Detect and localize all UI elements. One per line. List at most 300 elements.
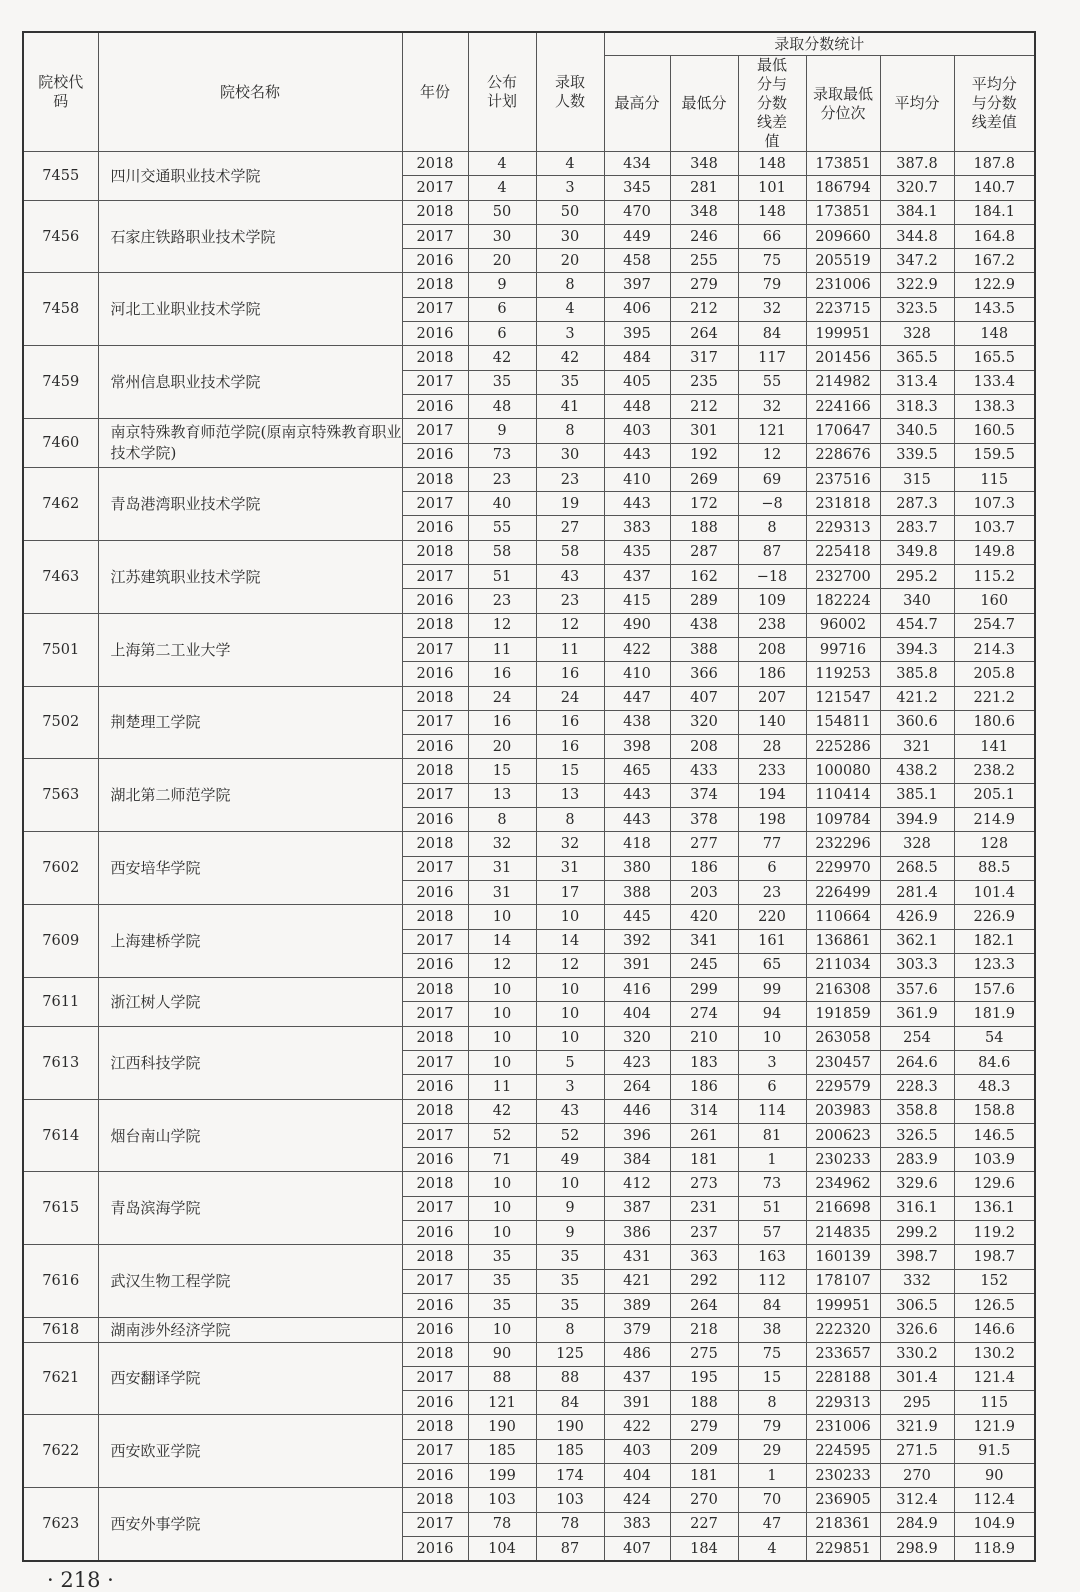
cell-admit: 4 bbox=[536, 297, 604, 321]
cell-year: 2017 bbox=[402, 710, 468, 734]
table-row bbox=[23, 832, 1035, 856]
cell-max: 437 bbox=[604, 1366, 670, 1390]
cell-min-diff: 51 bbox=[738, 1196, 806, 1220]
cell-max: 438 bbox=[604, 710, 670, 734]
cell-min: 274 bbox=[670, 1002, 738, 1026]
cell-plan: 24 bbox=[468, 686, 536, 710]
cell-admit: 8 bbox=[536, 1318, 604, 1342]
cell-year: 2018 bbox=[402, 152, 468, 176]
table-row bbox=[23, 686, 1035, 710]
school-code: 7455 bbox=[23, 152, 98, 201]
cell-avg: 394.9 bbox=[880, 808, 954, 832]
cell-min-diff: 10 bbox=[738, 1026, 806, 1050]
school-name: 烟台南山学院 bbox=[98, 1099, 402, 1172]
cell-year: 2016 bbox=[402, 1221, 468, 1245]
cell-min-rank: 200623 bbox=[806, 1123, 880, 1147]
cell-plan: 10 bbox=[468, 1002, 536, 1026]
cell-plan: 35 bbox=[468, 1269, 536, 1293]
cell-avg: 315 bbox=[880, 467, 954, 491]
table-row bbox=[23, 978, 1035, 1002]
cell-min-diff: 29 bbox=[738, 1439, 806, 1463]
cell-min-rank: 225286 bbox=[806, 735, 880, 759]
cell-year: 2017 bbox=[402, 370, 468, 394]
cell-min-rank: 231818 bbox=[806, 492, 880, 516]
cell-min-rank: 209660 bbox=[806, 224, 880, 248]
cell-min: 348 bbox=[670, 200, 738, 224]
cell-avg-diff: 90 bbox=[954, 1464, 1035, 1488]
cell-avg-diff: 129.6 bbox=[954, 1172, 1035, 1196]
cell-min-rank: 154811 bbox=[806, 710, 880, 734]
cell-avg-diff: 88.5 bbox=[954, 856, 1035, 880]
cell-min: 209 bbox=[670, 1439, 738, 1463]
cell-admit: 35 bbox=[536, 370, 604, 394]
cell-admit: 87 bbox=[536, 1536, 604, 1561]
cell-admit: 11 bbox=[536, 637, 604, 661]
school-code: 7615 bbox=[23, 1172, 98, 1245]
cell-plan: 10 bbox=[468, 978, 536, 1002]
cell-admit: 190 bbox=[536, 1415, 604, 1439]
cell-min: 261 bbox=[670, 1123, 738, 1147]
cell-avg-diff: 140.7 bbox=[954, 176, 1035, 200]
cell-avg-diff: 187.8 bbox=[954, 152, 1035, 176]
cell-admit: 41 bbox=[536, 394, 604, 418]
cell-min-rank: 224166 bbox=[806, 394, 880, 418]
cell-min: 212 bbox=[670, 394, 738, 418]
cell-year: 2018 bbox=[402, 273, 468, 297]
cell-admit: 10 bbox=[536, 978, 604, 1002]
cell-min-diff: 233 bbox=[738, 759, 806, 783]
cell-min-rank: 199951 bbox=[806, 322, 880, 346]
cell-admit: 3 bbox=[536, 322, 604, 346]
cell-plan: 30 bbox=[468, 224, 536, 248]
cell-min: 317 bbox=[670, 346, 738, 370]
cell-min-rank: 233657 bbox=[806, 1342, 880, 1366]
cell-admit: 49 bbox=[536, 1148, 604, 1172]
cell-min: 186 bbox=[670, 856, 738, 880]
cell-avg: 385.1 bbox=[880, 783, 954, 807]
cell-year: 2018 bbox=[402, 540, 468, 564]
cell-max: 384 bbox=[604, 1148, 670, 1172]
cell-min-rank: 228188 bbox=[806, 1366, 880, 1390]
school-code: 7563 bbox=[23, 759, 98, 832]
cell-admit: 12 bbox=[536, 953, 604, 977]
cell-min-diff: −18 bbox=[738, 565, 806, 589]
cell-min: 195 bbox=[670, 1366, 738, 1390]
cell-admit: 3 bbox=[536, 1075, 604, 1099]
cell-max: 398 bbox=[604, 735, 670, 759]
cell-min: 270 bbox=[670, 1488, 738, 1512]
cell-min-rank: 109784 bbox=[806, 808, 880, 832]
cell-avg-diff: 115.2 bbox=[954, 565, 1035, 589]
cell-min: 245 bbox=[670, 953, 738, 977]
cell-admit: 10 bbox=[536, 1026, 604, 1050]
cell-min: 203 bbox=[670, 880, 738, 904]
cell-avg: 358.8 bbox=[880, 1099, 954, 1123]
cell-year: 2016 bbox=[402, 662, 468, 686]
cell-min: 237 bbox=[670, 1221, 738, 1245]
cell-min-rank: 229313 bbox=[806, 1391, 880, 1415]
table-row bbox=[23, 419, 1035, 443]
cell-avg: 357.6 bbox=[880, 978, 954, 1002]
cell-min-diff: 220 bbox=[738, 905, 806, 929]
cell-avg-diff: 136.1 bbox=[954, 1196, 1035, 1220]
cell-admit: 185 bbox=[536, 1439, 604, 1463]
cell-admit: 43 bbox=[536, 565, 604, 589]
cell-avg: 301.4 bbox=[880, 1366, 954, 1390]
table-row bbox=[23, 613, 1035, 637]
cell-plan: 23 bbox=[468, 589, 536, 613]
cell-avg: 340.5 bbox=[880, 419, 954, 443]
cell-min-rank: 224595 bbox=[806, 1439, 880, 1463]
cell-min: 192 bbox=[670, 443, 738, 467]
cell-max: 404 bbox=[604, 1002, 670, 1026]
cell-plan: 15 bbox=[468, 759, 536, 783]
cell-year: 2018 bbox=[402, 1415, 468, 1439]
cell-plan: 31 bbox=[468, 856, 536, 880]
cell-min-rank: 230457 bbox=[806, 1050, 880, 1074]
cell-min-diff: 87 bbox=[738, 540, 806, 564]
cell-plan: 4 bbox=[468, 176, 536, 200]
cell-min-rank: 110664 bbox=[806, 905, 880, 929]
cell-avg-diff: 103.9 bbox=[954, 1148, 1035, 1172]
cell-year: 2017 bbox=[402, 1196, 468, 1220]
cell-min: 181 bbox=[670, 1148, 738, 1172]
cell-admit: 3 bbox=[536, 176, 604, 200]
cell-min-diff: 47 bbox=[738, 1512, 806, 1536]
cell-avg: 344.8 bbox=[880, 224, 954, 248]
cell-year: 2016 bbox=[402, 1464, 468, 1488]
cell-min-rank: 201456 bbox=[806, 346, 880, 370]
cell-avg: 295.2 bbox=[880, 565, 954, 589]
cell-year: 2017 bbox=[402, 1512, 468, 1536]
cell-min-rank: 216308 bbox=[806, 978, 880, 1002]
cell-avg: 328 bbox=[880, 832, 954, 856]
cell-avg: 398.7 bbox=[880, 1245, 954, 1269]
cell-min-rank: 199951 bbox=[806, 1293, 880, 1317]
cell-min-diff: 109 bbox=[738, 589, 806, 613]
cell-admit: 52 bbox=[536, 1123, 604, 1147]
cell-year: 2016 bbox=[402, 516, 468, 540]
cell-avg-diff: 54 bbox=[954, 1026, 1035, 1050]
cell-year: 2017 bbox=[402, 224, 468, 248]
cell-min: 186 bbox=[670, 1075, 738, 1099]
cell-year: 2018 bbox=[402, 200, 468, 224]
header-max-score: 最高分 bbox=[604, 56, 670, 152]
cell-avg-diff: 238.2 bbox=[954, 759, 1035, 783]
cell-avg: 438.2 bbox=[880, 759, 954, 783]
cell-year: 2018 bbox=[402, 686, 468, 710]
cell-max: 421 bbox=[604, 1269, 670, 1293]
cell-max: 434 bbox=[604, 152, 670, 176]
header-min-rank: 录取最低分位次 bbox=[806, 56, 880, 152]
admission-scores-table bbox=[22, 31, 1036, 1562]
cell-avg: 303.3 bbox=[880, 953, 954, 977]
cell-plan: 52 bbox=[468, 1123, 536, 1147]
cell-year: 2018 bbox=[402, 978, 468, 1002]
header-plan: 公布计划 bbox=[468, 32, 536, 152]
cell-avg-diff: 198.7 bbox=[954, 1245, 1035, 1269]
cell-plan: 9 bbox=[468, 419, 536, 443]
school-name: 南京特殊教育师范学院(原南京特殊教育职业技术学院) bbox=[98, 419, 402, 468]
header-admitted: 录取人数 bbox=[536, 32, 604, 152]
cell-max: 405 bbox=[604, 370, 670, 394]
cell-avg: 387.8 bbox=[880, 152, 954, 176]
cell-max: 392 bbox=[604, 929, 670, 953]
cell-max: 447 bbox=[604, 686, 670, 710]
cell-plan: 185 bbox=[468, 1439, 536, 1463]
cell-avg: 360.6 bbox=[880, 710, 954, 734]
cell-admit: 23 bbox=[536, 589, 604, 613]
cell-min-diff: 3 bbox=[738, 1050, 806, 1074]
cell-year: 2016 bbox=[402, 880, 468, 904]
cell-avg-diff: 167.2 bbox=[954, 249, 1035, 273]
cell-min: 348 bbox=[670, 152, 738, 176]
cell-plan: 10 bbox=[468, 1318, 536, 1342]
school-name: 西安欧亚学院 bbox=[98, 1415, 402, 1488]
cell-admit: 17 bbox=[536, 880, 604, 904]
cell-max: 410 bbox=[604, 467, 670, 491]
cell-year: 2016 bbox=[402, 1391, 468, 1415]
cell-avg-diff: 122.9 bbox=[954, 273, 1035, 297]
cell-year: 2016 bbox=[402, 322, 468, 346]
cell-avg: 295 bbox=[880, 1391, 954, 1415]
cell-min: 264 bbox=[670, 322, 738, 346]
cell-year: 2018 bbox=[402, 1342, 468, 1366]
cell-min-rank: 121547 bbox=[806, 686, 880, 710]
cell-max: 431 bbox=[604, 1245, 670, 1269]
cell-min-rank: 234962 bbox=[806, 1172, 880, 1196]
cell-min: 420 bbox=[670, 905, 738, 929]
cell-min-diff: 208 bbox=[738, 637, 806, 661]
school-name: 江苏建筑职业技术学院 bbox=[98, 540, 402, 613]
cell-min: 218 bbox=[670, 1318, 738, 1342]
cell-max: 484 bbox=[604, 346, 670, 370]
cell-max: 445 bbox=[604, 905, 670, 929]
cell-avg-diff: 148 bbox=[954, 322, 1035, 346]
cell-min-rank: 178107 bbox=[806, 1269, 880, 1293]
cell-avg: 326.6 bbox=[880, 1318, 954, 1342]
cell-min-rank: 170647 bbox=[806, 419, 880, 443]
cell-max: 383 bbox=[604, 1512, 670, 1536]
cell-avg: 326.5 bbox=[880, 1123, 954, 1147]
cell-admit: 174 bbox=[536, 1464, 604, 1488]
cell-avg-diff: 184.1 bbox=[954, 200, 1035, 224]
cell-min-rank: 99716 bbox=[806, 637, 880, 661]
cell-year: 2018 bbox=[402, 467, 468, 491]
cell-year: 2018 bbox=[402, 613, 468, 637]
cell-max: 423 bbox=[604, 1050, 670, 1074]
table-row bbox=[23, 346, 1035, 370]
cell-avg-diff: 146.5 bbox=[954, 1123, 1035, 1147]
school-name: 湖南涉外经济学院 bbox=[98, 1318, 402, 1342]
school-code: 7462 bbox=[23, 467, 98, 540]
cell-min-diff: 8 bbox=[738, 516, 806, 540]
school-name: 青岛港湾职业技术学院 bbox=[98, 467, 402, 540]
cell-plan: 190 bbox=[468, 1415, 536, 1439]
cell-min: 407 bbox=[670, 686, 738, 710]
cell-min-rank: 225418 bbox=[806, 540, 880, 564]
cell-max: 416 bbox=[604, 978, 670, 1002]
cell-min-rank: 96002 bbox=[806, 613, 880, 637]
cell-plan: 12 bbox=[468, 953, 536, 977]
cell-admit: 5 bbox=[536, 1050, 604, 1074]
cell-plan: 13 bbox=[468, 783, 536, 807]
school-name: 浙江树人学院 bbox=[98, 978, 402, 1027]
cell-plan: 10 bbox=[468, 1172, 536, 1196]
cell-year: 2018 bbox=[402, 1488, 468, 1512]
cell-min: 188 bbox=[670, 1391, 738, 1415]
cell-admit: 8 bbox=[536, 273, 604, 297]
cell-min-rank: 229313 bbox=[806, 516, 880, 540]
table-row bbox=[23, 905, 1035, 929]
cell-avg-diff: 160.5 bbox=[954, 419, 1035, 443]
cell-plan: 35 bbox=[468, 370, 536, 394]
cell-admit: 10 bbox=[536, 1172, 604, 1196]
cell-min: 366 bbox=[670, 662, 738, 686]
cell-admit: 10 bbox=[536, 1002, 604, 1026]
cell-min-rank: 263058 bbox=[806, 1026, 880, 1050]
cell-max: 264 bbox=[604, 1075, 670, 1099]
cell-min-rank: 110414 bbox=[806, 783, 880, 807]
cell-year: 2017 bbox=[402, 419, 468, 443]
cell-min-diff: 112 bbox=[738, 1269, 806, 1293]
cell-avg-diff: 214.9 bbox=[954, 808, 1035, 832]
cell-year: 2018 bbox=[402, 1245, 468, 1269]
cell-plan: 9 bbox=[468, 273, 536, 297]
cell-admit: 58 bbox=[536, 540, 604, 564]
cell-plan: 11 bbox=[468, 637, 536, 661]
cell-admit: 24 bbox=[536, 686, 604, 710]
table-row bbox=[23, 467, 1035, 491]
cell-avg-diff: 205.1 bbox=[954, 783, 1035, 807]
cell-min-rank: 182224 bbox=[806, 589, 880, 613]
cell-min-diff: 77 bbox=[738, 832, 806, 856]
school-name: 西安翻译学院 bbox=[98, 1342, 402, 1415]
cell-min-rank: 191859 bbox=[806, 1002, 880, 1026]
cell-plan: 51 bbox=[468, 565, 536, 589]
cell-max: 388 bbox=[604, 880, 670, 904]
header-avg-score: 平均分 bbox=[880, 56, 954, 152]
cell-min-diff: 75 bbox=[738, 249, 806, 273]
cell-plan: 31 bbox=[468, 880, 536, 904]
cell-avg: 385.8 bbox=[880, 662, 954, 686]
cell-max: 470 bbox=[604, 200, 670, 224]
table-row bbox=[23, 152, 1035, 176]
page-number: · 218 · bbox=[47, 1568, 114, 1592]
cell-avg: 283.9 bbox=[880, 1148, 954, 1172]
cell-min-diff: 70 bbox=[738, 1488, 806, 1512]
cell-max: 345 bbox=[604, 176, 670, 200]
table-body bbox=[23, 152, 1035, 1562]
cell-avg-diff: 157.6 bbox=[954, 978, 1035, 1002]
cell-min-rank: 228676 bbox=[806, 443, 880, 467]
cell-year: 2017 bbox=[402, 1439, 468, 1463]
cell-min: 289 bbox=[670, 589, 738, 613]
cell-avg-diff: 164.8 bbox=[954, 224, 1035, 248]
cell-min-diff: 15 bbox=[738, 1366, 806, 1390]
cell-avg-diff: 160 bbox=[954, 589, 1035, 613]
cell-min: 183 bbox=[670, 1050, 738, 1074]
cell-min-rank: 231006 bbox=[806, 1415, 880, 1439]
cell-avg: 318.3 bbox=[880, 394, 954, 418]
table-row bbox=[23, 1026, 1035, 1050]
cell-max: 386 bbox=[604, 1221, 670, 1245]
cell-plan: 20 bbox=[468, 735, 536, 759]
cell-avg: 426.9 bbox=[880, 905, 954, 929]
cell-min-diff: 163 bbox=[738, 1245, 806, 1269]
cell-year: 2017 bbox=[402, 637, 468, 661]
cell-admit: 27 bbox=[536, 516, 604, 540]
cell-year: 2016 bbox=[402, 443, 468, 467]
cell-admit: 13 bbox=[536, 783, 604, 807]
cell-min: 314 bbox=[670, 1099, 738, 1123]
cell-avg: 339.5 bbox=[880, 443, 954, 467]
cell-avg-diff: 123.3 bbox=[954, 953, 1035, 977]
cell-min-diff: 69 bbox=[738, 467, 806, 491]
cell-year: 2017 bbox=[402, 297, 468, 321]
cell-admit: 35 bbox=[536, 1245, 604, 1269]
cell-plan: 10 bbox=[468, 1026, 536, 1050]
cell-avg: 362.1 bbox=[880, 929, 954, 953]
cell-min: 264 bbox=[670, 1293, 738, 1317]
cell-avg-diff: 121.9 bbox=[954, 1415, 1035, 1439]
cell-year: 2017 bbox=[402, 1123, 468, 1147]
cell-min-rank: 216698 bbox=[806, 1196, 880, 1220]
cell-admit: 32 bbox=[536, 832, 604, 856]
cell-min-rank: 232296 bbox=[806, 832, 880, 856]
cell-year: 2016 bbox=[402, 808, 468, 832]
cell-max: 446 bbox=[604, 1099, 670, 1123]
cell-min-diff: 186 bbox=[738, 662, 806, 686]
cell-min: 374 bbox=[670, 783, 738, 807]
cell-min: 363 bbox=[670, 1245, 738, 1269]
cell-avg-diff: 130.2 bbox=[954, 1342, 1035, 1366]
cell-plan: 104 bbox=[468, 1536, 536, 1561]
school-name: 石家庄铁路职业技术学院 bbox=[98, 200, 402, 273]
header-min-diff: 最低分与分数线差值 bbox=[738, 56, 806, 152]
cell-min-diff: 194 bbox=[738, 783, 806, 807]
cell-min-rank: 119253 bbox=[806, 662, 880, 686]
cell-min-rank: 136861 bbox=[806, 929, 880, 953]
cell-year: 2017 bbox=[402, 176, 468, 200]
cell-avg-diff: 158.8 bbox=[954, 1099, 1035, 1123]
cell-plan: 71 bbox=[468, 1148, 536, 1172]
cell-min-diff: 79 bbox=[738, 1415, 806, 1439]
cell-min: 246 bbox=[670, 224, 738, 248]
cell-avg: 340 bbox=[880, 589, 954, 613]
cell-avg-diff: 103.7 bbox=[954, 516, 1035, 540]
school-name: 四川交通职业技术学院 bbox=[98, 152, 402, 201]
cell-min: 208 bbox=[670, 735, 738, 759]
cell-avg: 287.3 bbox=[880, 492, 954, 516]
cell-min-diff: 8 bbox=[738, 1391, 806, 1415]
cell-min-diff: 94 bbox=[738, 1002, 806, 1026]
cell-min-diff: 1 bbox=[738, 1148, 806, 1172]
cell-min: 162 bbox=[670, 565, 738, 589]
school-name: 青岛滨海学院 bbox=[98, 1172, 402, 1245]
cell-avg-diff: 133.4 bbox=[954, 370, 1035, 394]
cell-admit: 84 bbox=[536, 1391, 604, 1415]
cell-avg: 271.5 bbox=[880, 1439, 954, 1463]
cell-avg-diff: 84.6 bbox=[954, 1050, 1035, 1074]
cell-avg-diff: 115 bbox=[954, 467, 1035, 491]
cell-plan: 48 bbox=[468, 394, 536, 418]
cell-avg-diff: 254.7 bbox=[954, 613, 1035, 637]
header-score-stats-group: 录取分数统计 bbox=[604, 32, 1035, 56]
cell-plan: 12 bbox=[468, 613, 536, 637]
cell-year: 2016 bbox=[402, 394, 468, 418]
cell-plan: 20 bbox=[468, 249, 536, 273]
